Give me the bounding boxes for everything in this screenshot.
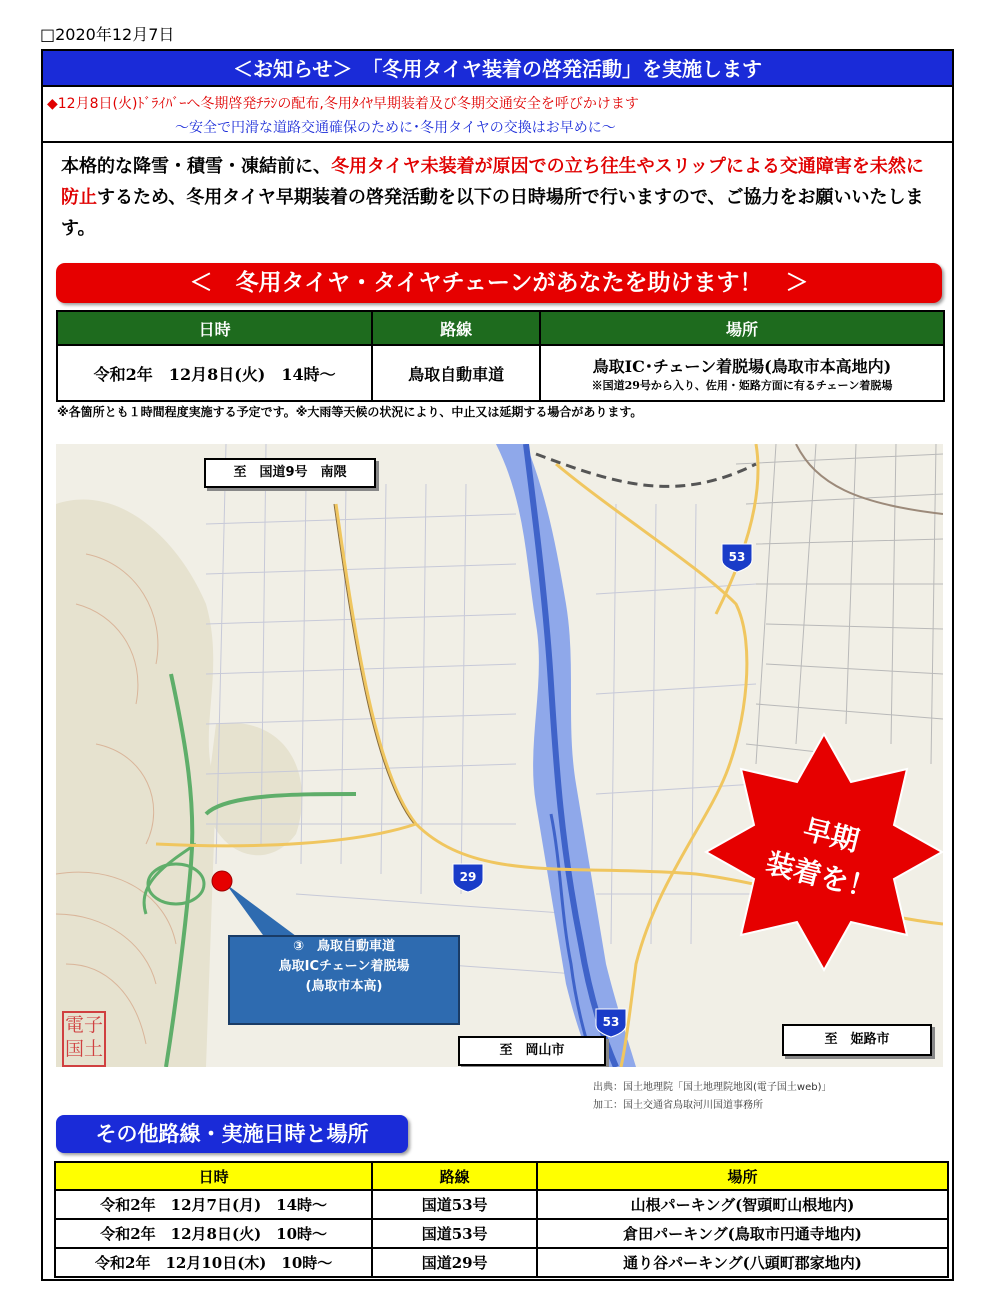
intro-text-1: 本格的な降雪・積雪・凍結前に、 — [61, 156, 331, 177]
other-routes-table — [54, 1161, 949, 1278]
location-map — [56, 444, 943, 1067]
cell-place: 山根パーキング(智頭町山根地内) — [537, 1190, 948, 1219]
cell-place — [540, 345, 944, 401]
cell-route: 鳥取自動車道 — [372, 345, 540, 401]
place-name: 鳥取IC･チェーン着脱場(鳥取市本高地内) — [592, 356, 892, 376]
schedule-note: ※各箇所とも１時間程度実施する予定です。※大雨等天候の状況により、中止又は延期する場合があります。 — [57, 405, 643, 419]
header-datetime: 日時 — [55, 1162, 372, 1190]
route-53-top-label: 53 — [728, 550, 746, 564]
cell-place: 通り谷パーキング(八頭町郡家地内) — [537, 1248, 948, 1277]
notice-frame — [41, 49, 954, 1281]
header-place: 場所 — [540, 311, 944, 345]
cell-route: 国道53号 — [372, 1219, 537, 1248]
cell-datetime: 令和2年 12月8日(火) 14時～ — [57, 345, 372, 401]
header-datetime: 日時 — [57, 311, 372, 345]
map-graphic — [56, 444, 943, 1067]
header-place: 場所 — [537, 1162, 948, 1190]
document-date: □2020年12月7日 — [40, 25, 175, 44]
cell-route: 国道53号 — [372, 1190, 537, 1219]
stamp-line-2: 国土 — [64, 1038, 103, 1060]
place-note: ※国道29号から入り、佐用・姫路方面に有るチェーン着脱場 — [591, 378, 893, 392]
table-header-row — [55, 1162, 948, 1190]
cell-route: 国道29号 — [372, 1248, 537, 1277]
cell-datetime: 令和2年 12月8日(火) 10時～ — [55, 1219, 372, 1248]
callout-line-2: 鳥取ICチェーン着脱場 — [278, 959, 410, 974]
callout-line-1: ③ 鳥取自動車道 — [292, 939, 395, 954]
route-53-bottom-label: 53 — [602, 1015, 620, 1029]
campaign-summary: ◆12月8日(火)ﾄﾞﾗｲﾊﾞｰへ冬期啓発ﾁﾗｼの配布,冬用ﾀｲﾔ早期装着及び冬期交通安全を呼びかけます — [47, 96, 639, 112]
cell-datetime: 令和2年 12月10日(木) 10時～ — [55, 1248, 372, 1277]
intro-highlight: 冬用タイヤ未装着が原因での立ち往生やスリップによる交通障害を未然に防止 — [61, 156, 924, 208]
notice-header: ＜お知らせ＞ 「冬用タイヤ装着の啓発活動」を実施します — [43, 51, 952, 87]
stamp-line-1: 電子 — [64, 1014, 103, 1036]
star-text-line-2: 装着を！ — [762, 846, 880, 906]
intro-text-2: するため、冬用タイヤ早期装着の啓発活動を以下の日時場所で行いますので、ご協力をお願いいたします。 — [61, 187, 924, 239]
header-route: 路線 — [372, 1162, 537, 1190]
table-row — [55, 1248, 948, 1277]
table-header-row — [57, 311, 944, 345]
table-row — [55, 1219, 948, 1248]
location-marker — [212, 871, 232, 891]
map-label-route9: 至 国道9号 南隈 — [204, 458, 376, 488]
map-source — [593, 1079, 831, 1115]
table-row — [57, 345, 944, 401]
star-text-line-1: 早期 — [800, 812, 863, 858]
main-schedule-table — [56, 310, 945, 402]
route-29-label: 29 — [459, 870, 477, 884]
other-routes-title: その他路線・実施日時と場所 — [56, 1115, 408, 1153]
map-label-okayama: 至 岡山市 — [458, 1036, 606, 1066]
campaign-slogan: ～安全で円滑な道路交通確保のために･冬用タイヤの交換はお早めに～ — [175, 120, 616, 136]
source-line-2: 加工：国土交通省鳥取河川国道事務所 — [593, 1100, 763, 1111]
cell-place: 倉田パーキング(鳥取市円通寺地内) — [537, 1219, 948, 1248]
divider — [43, 141, 952, 143]
denshi-kokudo-stamp — [62, 1011, 106, 1067]
tire-banner: ＜ 冬用タイヤ・タイヤチェーンがあなたを助けます！ ＞ — [56, 263, 942, 303]
map-label-himeji: 至 姫路市 — [782, 1024, 932, 1056]
source-line-1: 出典：国土地理院「国土地理院地図(電子国土web)」 — [593, 1082, 832, 1093]
header-route: 路線 — [372, 311, 540, 345]
intro-paragraph — [61, 151, 941, 244]
ic-callout — [228, 935, 460, 1025]
callout-line-3: (鳥取市本高) — [305, 979, 383, 994]
table-row — [55, 1190, 948, 1219]
cell-datetime: 令和2年 12月7日(月) 14時～ — [55, 1190, 372, 1219]
